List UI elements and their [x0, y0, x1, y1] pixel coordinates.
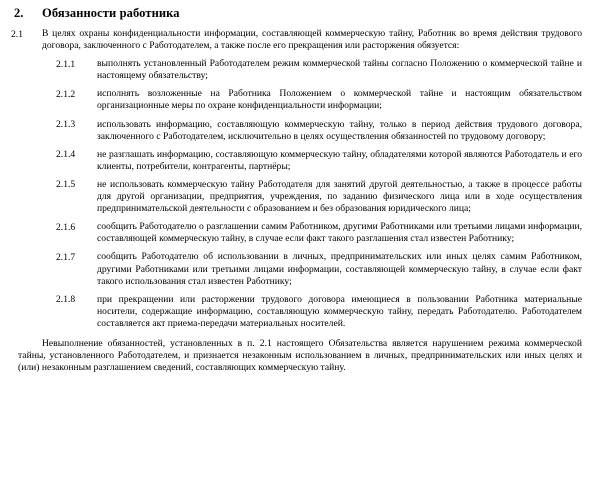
subclause-number: 2.1.4 — [56, 149, 76, 161]
subclause-text: сообщить Работодателю об использовании в личных, предпринимательских или иных целях самим Работником, другими Работниками или третьими лицами информации, составляющей коммерческую тайну, в случае если факт такого использования стал известен Работнику; — [97, 251, 582, 287]
section-number: 2. — [14, 6, 24, 20]
clause-2-1 — [0, 28, 601, 52]
subclause-text: при прекращении или расторжении трудового договора имеющиеся в пользовании Работника материальные носители, содержащие информацию, составляющую коммерческую тайну, передать Работодателю. Работодателем составляется акт приема-передачи материальных носителей. — [97, 293, 582, 329]
subclause-text: использовать информацию, составляющую коммерческую тайну, только в период действия трудового договора, заключенного с Работодателем, исключительно в целях осуществления обязанностей по трудовому договору; — [97, 118, 582, 142]
subclause-item — [0, 149, 601, 173]
subclause-item — [0, 179, 601, 215]
subclause-text: не разглашать информацию, составляющую коммерческую тайну, обладателями которой являются Работодатель и его клиенты, потребители, контрагенты, партнёры; — [97, 148, 582, 172]
subclause-item — [0, 119, 601, 143]
section-title: Обязанности работника — [42, 6, 180, 20]
subclause-list — [0, 58, 601, 330]
subclause-text: выполнять установленный Работодателем режим коммерческой тайны согласно Положению о коммерческой тайне и настоящему обязательству; — [97, 58, 582, 82]
subclause-number: 2.1.1 — [56, 58, 76, 70]
subclause-text: сообщить Работодателю о разглашении самим Работником, другими Работниками или третьими лицами информации, составляющей коммерческую тайну, в случае если факт такого разглашения стал известен Работнику; — [97, 221, 582, 245]
section-heading — [0, 0, 601, 21]
closing-paragraph: Невыполнение обязанностей, установленных в п. 2.1 настоящего Обязательства является нарушением режима коммерческой тайны, установленного Работодателем, и признается незаконным использованием в личных, предпринимательских или иных целях и (или) незаконным разглашением сведений, составляющих коммерческую тайну. — [18, 337, 582, 374]
subclause-item — [0, 88, 601, 112]
subclause-number: 2.1.2 — [56, 88, 76, 100]
subclause-item — [0, 294, 601, 330]
subclause-number: 2.1.6 — [56, 221, 76, 233]
clause-text: В целях охраны конфиденциальности информации, составляющей коммерческую тайну, Работник во время действия трудового договора, заключенного с Работодателем, а также после его прекращения или расторжения обязуется: — [42, 28, 582, 52]
subclause-item — [0, 251, 601, 287]
subclause-item — [0, 58, 601, 82]
subclause-number: 2.1.8 — [56, 294, 76, 306]
subclause-text: не использовать коммерческую тайну Работодателя для занятий другой деятельностью, а также в процессе работы для другой организации, предприятия, учреждения, по заданию физического лица или в ходе осуществления предпринимательской деятельности с образованием и без образования юридического лица; — [97, 178, 582, 215]
subclause-number: 2.1.3 — [56, 119, 76, 131]
subclause-number: 2.1.5 — [56, 179, 76, 191]
subclause-number: 2.1.7 — [56, 251, 76, 263]
subclause-text: исполнять возложенные на Работника Положением о коммерческой тайне и настоящим обязательством организационные меры по охране конфиденциальности информации; — [97, 88, 582, 112]
clause-number: 2.1 — [11, 28, 23, 40]
subclause-item — [0, 221, 601, 245]
